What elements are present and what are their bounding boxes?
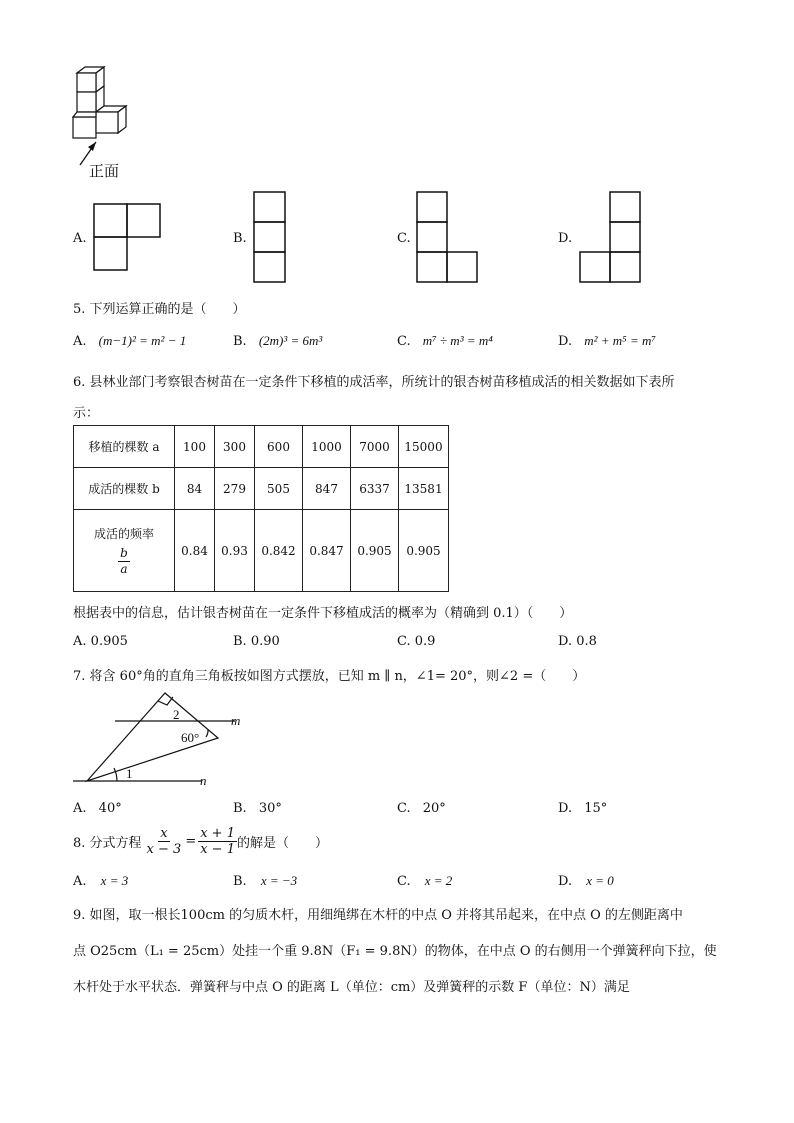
q5-option-d: [558, 333, 656, 349]
q6-option-b-value: 0.90: [250, 634, 280, 649]
q5-option-c-expr: m⁷ ÷ m³ = m⁴: [422, 333, 493, 348]
q6-option-b-letter: B.: [233, 634, 247, 649]
survival-table: [73, 425, 449, 592]
q4-option-d-label: D.: [558, 231, 573, 246]
q8-prefix: 8. 分式方程: [73, 836, 142, 851]
q6-question: 根据表中的信息，估计银杏树苗在一定条件下移植成活的概率为（精确到 0.1）（ ）: [73, 606, 573, 621]
q8-option-a: [73, 873, 128, 889]
q8-suffix: 的解是（ ）: [236, 836, 328, 851]
figure-label-angle2: 2: [173, 707, 180, 722]
q9-line1: 9. 如图，取一根长100cm 的匀质木杆，用细绳绑在木杆的中点 O 并将其吊起来，在中点 O 的左侧距离中: [73, 908, 683, 923]
q6-stem-line2: 示：: [73, 406, 100, 421]
q7-stem: 7. 将含 60°角的直角三角板按如图方式摆放，已知 m ∥ n，∠1= 20°，则∠2 =（ ）: [73, 669, 586, 684]
table-cell: 100: [175, 426, 215, 468]
q6-stem-line1: 6. 县林业部门考察银杏树苗在一定条件下移植的成活率，所统计的银杏树苗移植成活的相关数据如下表所: [73, 375, 675, 390]
q8-rhs-fraction: [198, 826, 237, 857]
q9-line3: 木杆处于水平状态．弹簧秤与中点 O 的距离 L（单位：cm）及弹簧秤的示数 F（单位：N）满足: [73, 980, 630, 995]
q4-option-b-label: B.: [233, 231, 247, 246]
q7-option-c-value: 20°: [422, 801, 446, 816]
q7-option-a-letter: A.: [73, 801, 87, 816]
q4-option-a-view: [93, 203, 163, 273]
q5-option-c: [397, 333, 493, 349]
q6-option-c: [397, 634, 435, 649]
freq-fraction-den: a: [120, 561, 128, 576]
q6-option-b: [233, 634, 280, 649]
table-cell: 279: [215, 468, 255, 510]
front-label: 正面: [89, 162, 120, 180]
q8-option-c-letter: C.: [397, 874, 411, 889]
q8-rhs-den: x − 1: [200, 842, 235, 857]
table-cell: 0.84: [175, 510, 215, 592]
q5-option-a: [73, 333, 186, 349]
q9-line2: 点 O25cm（L₁ = 25cm）处挂一个重 9.8N（F₁ = 9.8N）的物体，在中点 O 的右侧用一个弹簧秤向下拉，使: [73, 944, 717, 959]
q8-stem: [73, 826, 328, 857]
table-cell: 600: [255, 426, 303, 468]
q7-option-b-letter: B.: [233, 801, 247, 816]
table-cell: 15000: [399, 426, 449, 468]
q6-option-a: [73, 634, 128, 649]
table-cell: 505: [255, 468, 303, 510]
table-row: [74, 510, 449, 592]
freq-fraction-num: b: [120, 545, 128, 560]
q5-option-d-expr: m² + m⁵ = m⁷: [584, 333, 656, 348]
q5-option-b-expr: (2m)³ = 6m³: [258, 333, 323, 348]
q4-option-d-view: [579, 191, 643, 284]
q6-option-a-letter: A.: [73, 634, 87, 649]
q7-option-c-letter: C.: [397, 801, 411, 816]
figure-label-angle1: 1: [126, 766, 133, 781]
table-cell: 0.847: [303, 510, 351, 592]
q7-option-a-value: 40°: [98, 801, 122, 816]
table-cell: 0.905: [351, 510, 399, 592]
q4-option-a-label: A.: [73, 231, 87, 246]
q7-option-d: [558, 801, 607, 816]
table-cell: 1000: [303, 426, 351, 468]
table-cell: 84: [175, 468, 215, 510]
table-cell: 847: [303, 468, 351, 510]
table-cell: 0.842: [255, 510, 303, 592]
q7-option-d-letter: D.: [558, 801, 573, 816]
q5-option-d-letter: D.: [558, 334, 573, 349]
figure-label-m: m: [231, 713, 241, 728]
q5-option-b: [233, 333, 322, 349]
q8-option-d-value: x = 0: [586, 873, 614, 888]
q4-option-b-view: [253, 191, 289, 284]
q6-option-a-value: 0.905: [90, 634, 128, 649]
q8-option-d: [558, 873, 614, 889]
q8-option-b-letter: B.: [233, 874, 247, 889]
freq-fraction: [118, 546, 130, 577]
q6-option-c-letter: C.: [397, 634, 411, 649]
q7-option-c: [397, 801, 446, 816]
q7-option-b-value: 30°: [258, 801, 282, 816]
q8-option-d-letter: D.: [558, 874, 573, 889]
table-cell: 0.905: [399, 510, 449, 592]
table-row-label: 移植的棵数 a: [74, 426, 175, 468]
q6-option-d: [558, 634, 597, 649]
q8-rhs-num: x + 1: [200, 826, 235, 841]
q8-lhs-fraction: [145, 826, 184, 857]
table-cell: 6337: [351, 468, 399, 510]
q4-option-c-view: [416, 191, 480, 284]
triangle-figure: [70, 688, 241, 788]
q5-option-b-letter: B.: [233, 334, 247, 349]
q7-option-b: [233, 801, 282, 816]
q8-option-c: [397, 873, 452, 889]
table-row: [74, 426, 449, 468]
q8-option-c-value: x = 2: [424, 873, 453, 888]
q5-stem: 5. 下列运算正确的是（ ）: [73, 302, 246, 317]
q6-option-d-value: 0.8: [576, 634, 597, 649]
q8-option-a-letter: A.: [73, 874, 87, 889]
q7-option-d-value: 15°: [584, 801, 608, 816]
q8-option-b-value: x = −3: [260, 873, 298, 888]
table-cell: 300: [215, 426, 255, 468]
q7-option-a: [73, 801, 122, 816]
figure-label-n: n: [200, 773, 207, 788]
freq-label: 成活的频率: [93, 526, 154, 541]
table-row: [74, 468, 449, 510]
q8-option-a-value: x = 3: [100, 873, 129, 888]
table-cell: 7000: [351, 426, 399, 468]
q5-option-a-letter: A.: [73, 334, 87, 349]
q6-option-d-letter: D.: [558, 634, 573, 649]
q5-option-a-expr: (m−1)² = m² − 1: [98, 333, 187, 348]
table-row-label: 成活的棵数 b: [74, 468, 175, 510]
q6-option-c-value: 0.9: [414, 634, 436, 649]
q5-option-c-letter: C.: [397, 334, 411, 349]
table-cell: 0.93: [215, 510, 255, 592]
q8-equals: =: [185, 834, 197, 849]
q4-option-c-label: C.: [397, 231, 411, 246]
q8-lhs-num: x: [160, 826, 168, 841]
table-row-label: [74, 510, 175, 592]
q8-option-b: [233, 873, 297, 889]
figure-label-angle60: 60°: [181, 730, 200, 745]
q8-lhs-den: x − 3: [146, 842, 182, 857]
table-cell: 13581: [399, 468, 449, 510]
